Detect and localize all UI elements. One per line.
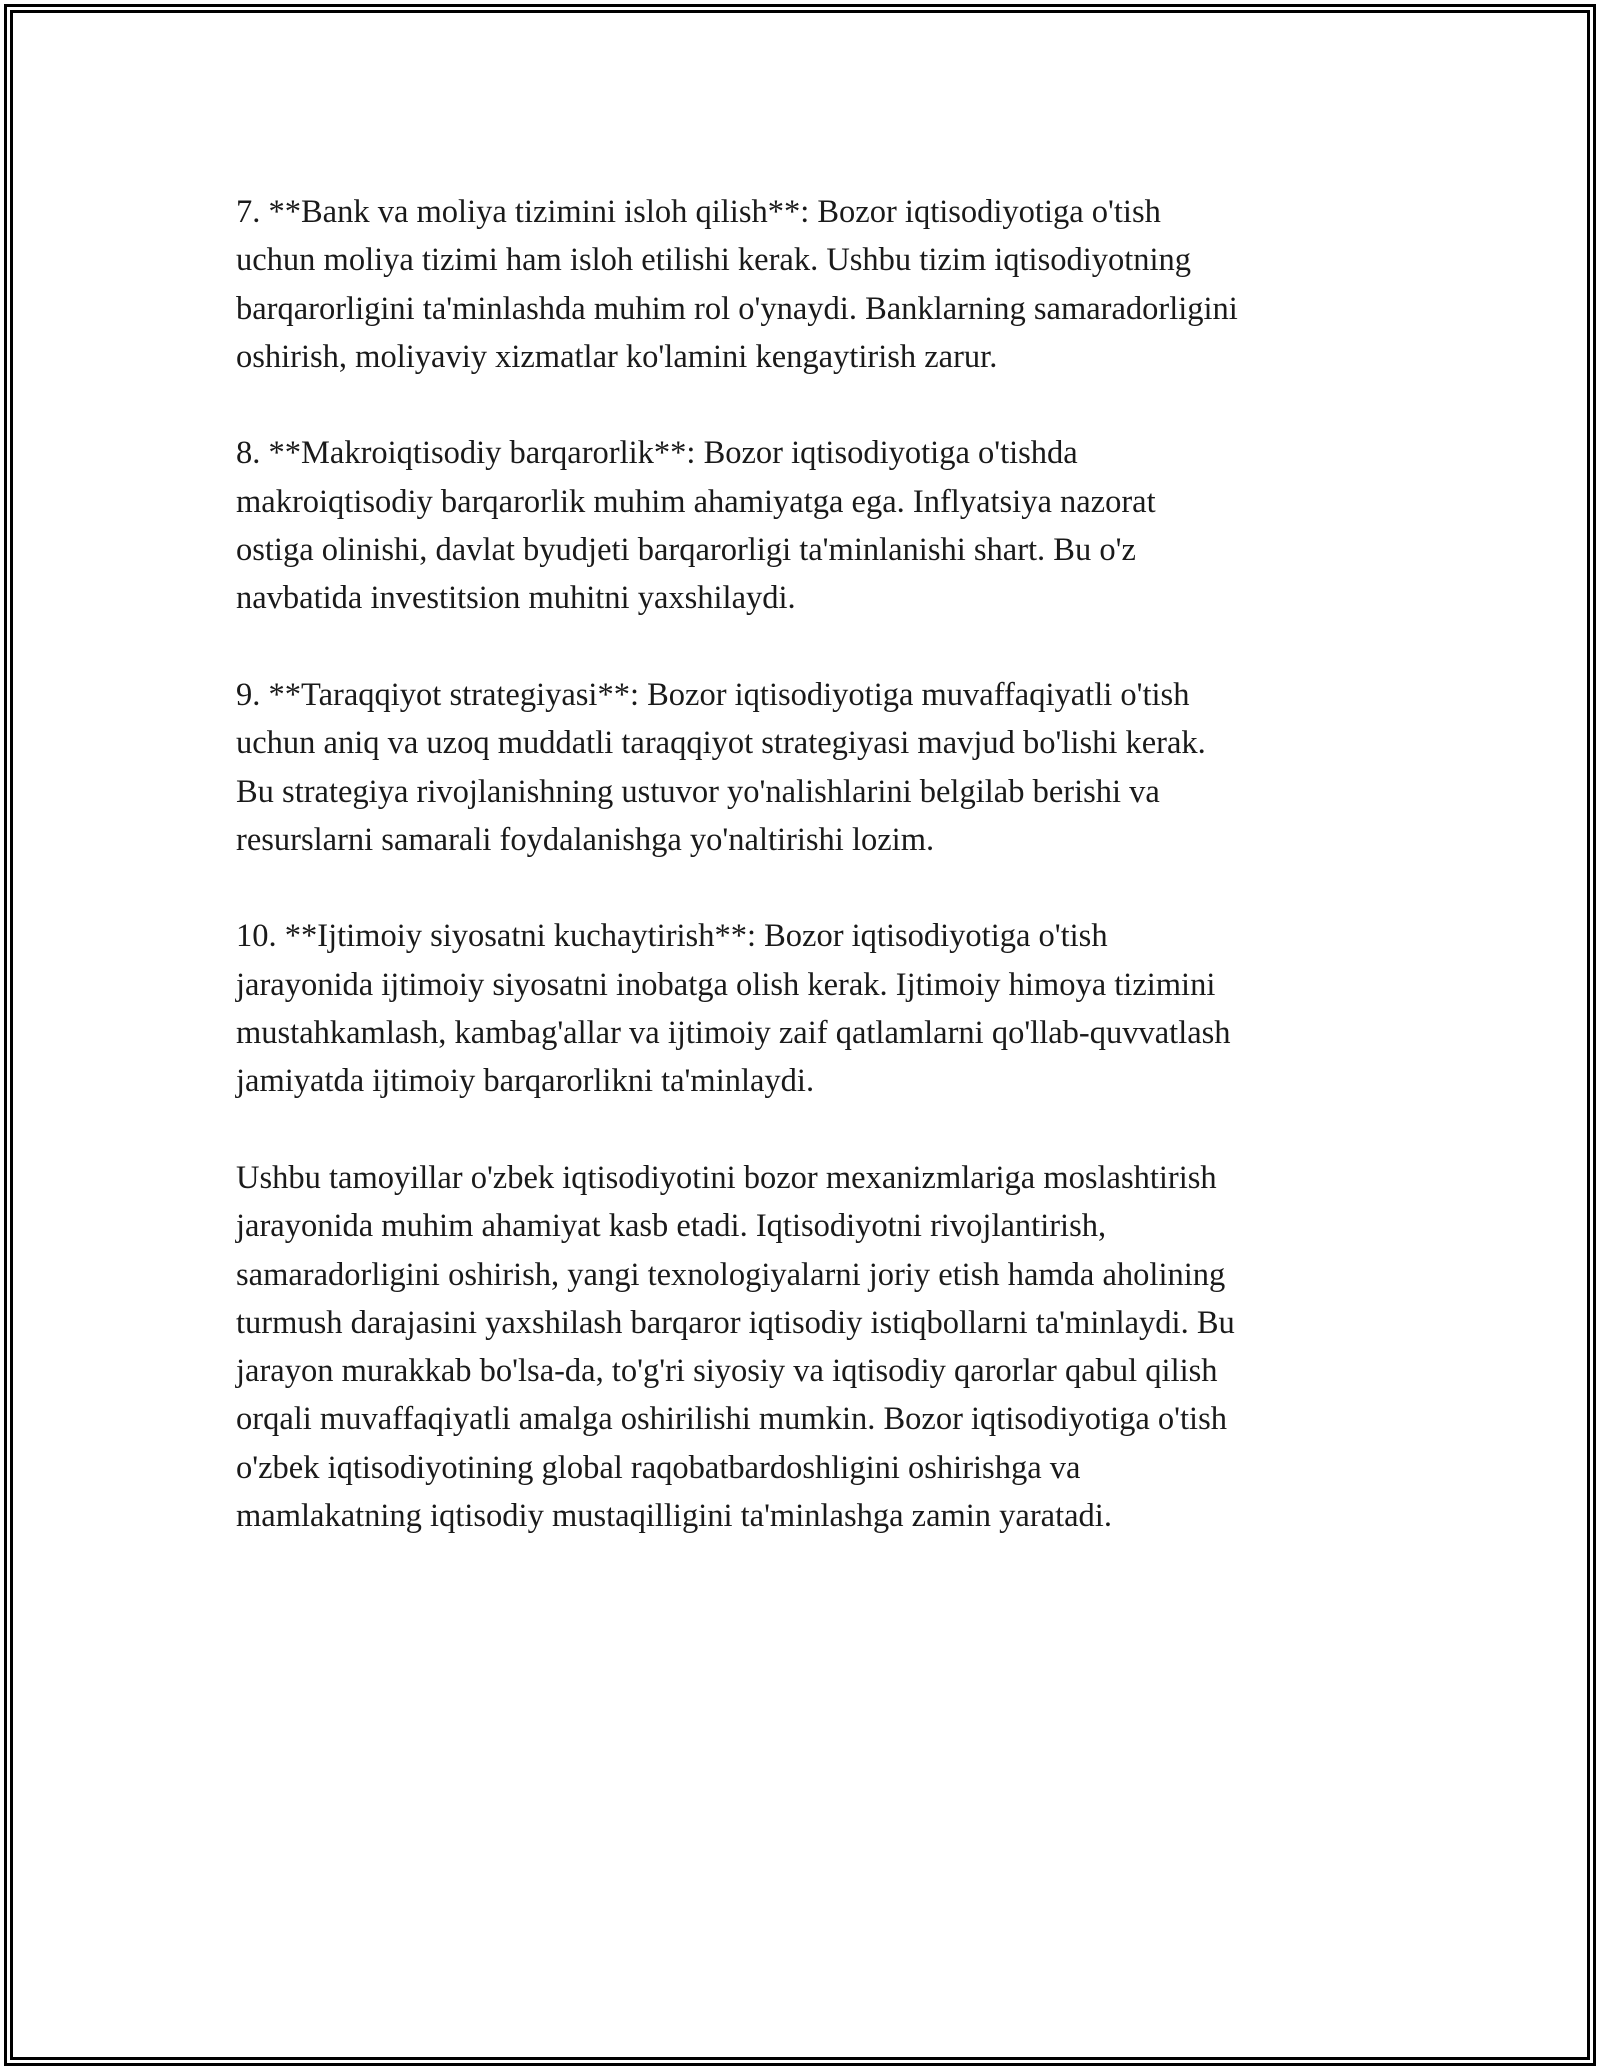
document-body (236, 188, 1386, 1589)
paragraph-development-strategy: 9. **Taraqqiyot strategiyasi**: Bozor iqtisodiyotiga muvaffaqiyatli o'tish uchun aniq va uzoq muddatli taraqqiyot strategiyasi mavjud bo'lishi kerak. Bu strategiya rivojlanishning ustuvor yo'nalishlarini belgilab berishi va resurslarni samarali foydalanishga yo'naltirishi lozim. (236, 676, 1206, 858)
paragraph-social-policy: 10. **Ijtimoiy siyosatni kuchaytirish**: Bozor iqtisodiyotiga o'tish jarayonida ijtimoiy siyosatni inobatga olish kerak. Ijtimoiy himoya tizimini mustahkamlash, kambag'allar va ijtimoiy zaif qatlamlarni qo'llab-quvvatlash jamiyatda ijtimoiy barqarorlikni ta'minlaydi. (236, 918, 1231, 1100)
paragraph-macroeconomic-stability: 8. **Makroiqtisodiy barqarorlik**: Bozor iqtisodiyotiga o'tishda makroiqtisodiy barqarorlik muhim ahamiyatga ega. Inflyatsiya nazorat ostiga olinishi, davlat byudjeti barqarorligi ta'minlanishi shart. Bu o'z navbatida investitsion muhitni yaxshilaydi. (236, 435, 1156, 617)
paragraph-conclusion: Ushbu tamoyillar o'zbek iqtisodiyotini bozor mexanizmlariga moslashtirish jarayonida muhim ahamiyat kasb etadi. Iqtisodiyotni rivojlantirish, samaradorligini oshirish, yangi texnologiyalarni joriy etish hamda aholining turmush darajasini yaxshilash barqaror iqtisodiy istiqbollarni ta'minlaydi. Bu jarayon murakkab bo'lsa-da, to'g'ri siyosiy va iqtisodiy qarorlar qabul qilish orqali muvaffaqiyatli amalga oshirilishi mumkin. Bozor iqtisodiyotiga o'tish o'zbek iqtisodiyotining global raqobatbardoshligini oshirishga va mamlakatning iqtisodiy mustaqilligini ta'minlashga zamin yaratadi. (236, 1159, 1235, 1535)
paragraph-bank-finance-reform: 7. **Bank va moliya tizimini isloh qilish**: Bozor iqtisodiyotiga o'tish uchun moliya tizimi ham isloh etilishi kerak. Ushbu tizim iqtisodiyotning barqarorligini ta'minlashda muhim rol o'ynaydi. Banklarning samaradorligini oshirish, moliyaviy xizmatlar ko'lamini kengaytirish zarur. (236, 194, 1238, 375)
